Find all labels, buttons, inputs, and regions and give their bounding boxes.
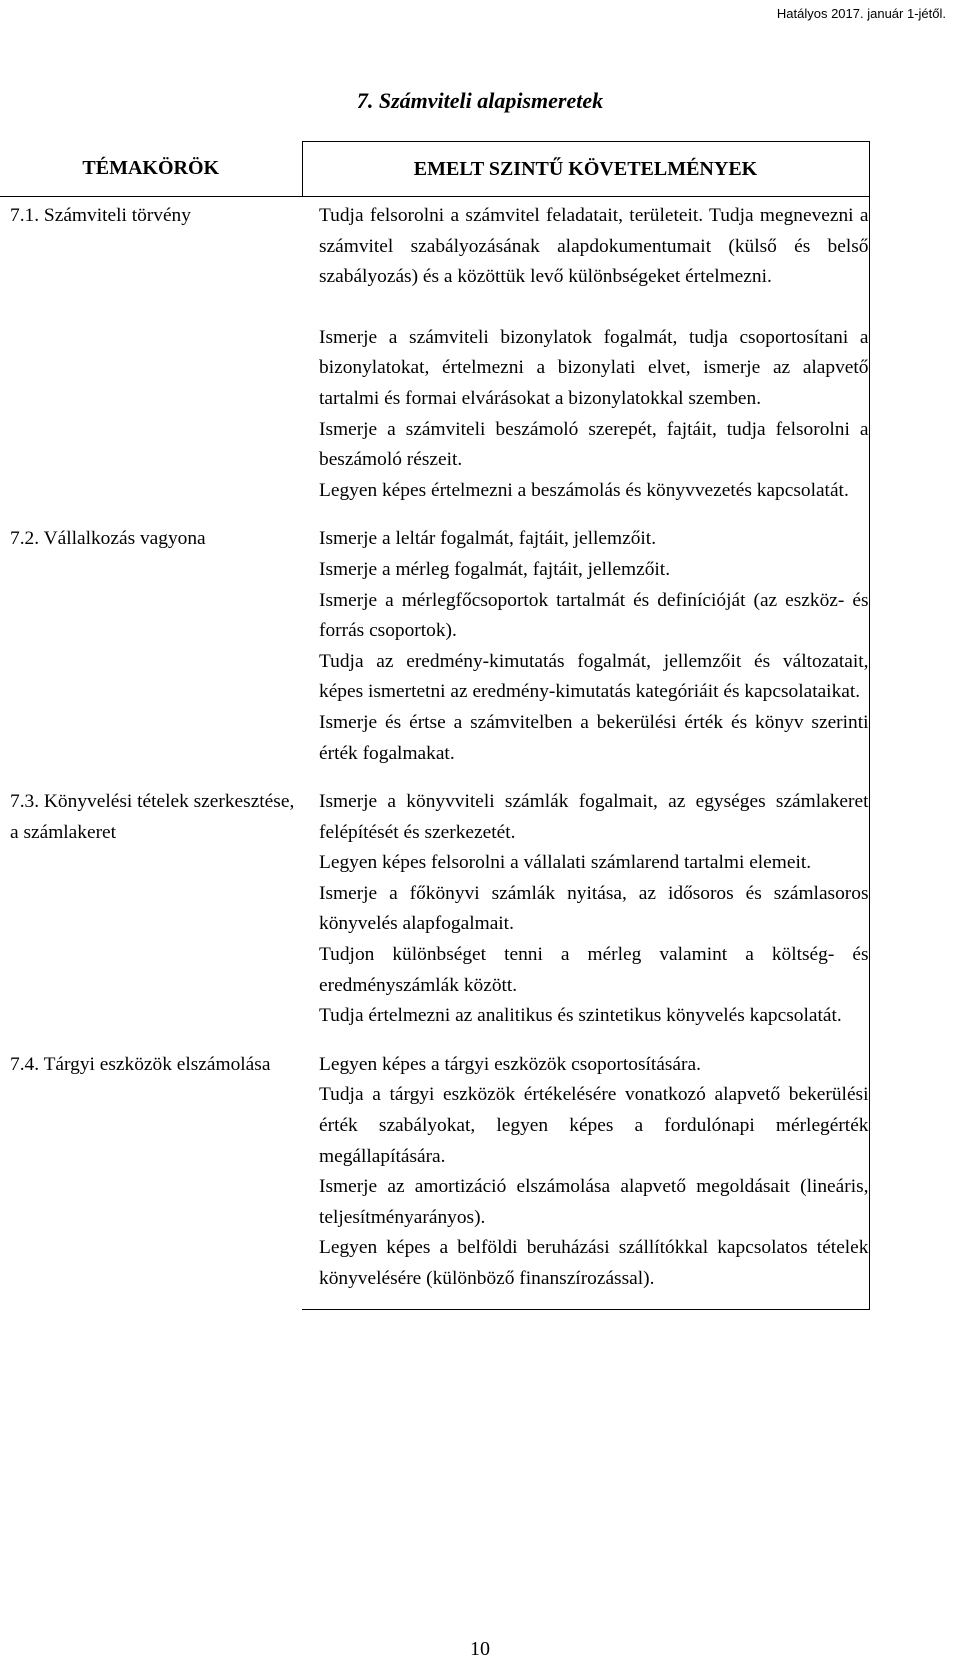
requirements-cell [302, 520, 869, 783]
requirement-paragraph: Legyen képes felsorolni a vállalati számlarend tartalmi elemeit. [319, 852, 812, 874]
topic-cell: 7.2. Vállalkozás vagyona [10, 528, 206, 550]
requirement-paragraph: Tudja a tárgyi eszközök értékelésére vonatkozó alapvető bekerülési érték szabályokat, legyen képes a fordulónapi mérlegérték megállapítására. [319, 1084, 869, 1167]
requirement-paragraph: Ismerje a számviteli bizonylatok fogalmát, tudja csoportosítani a bizonylatokat, értelmezni a bizonylati elvet, ismerje az alapvető tartalmi és formai elvárásokat a bizonylatokkal szemben. [319, 326, 869, 409]
requirements-column-header: EMELT SZINTŰ KÖVETELMÉNYEK [302, 142, 869, 197]
table-row [0, 520, 869, 783]
page-number: 10 [470, 1638, 490, 1660]
requirement-paragraph: Tudja az eredmény-kimutatás fogalmát, jellemzőit és változatait, képes ismertetni az eredmény-kimutatás kategóriáit és kapcsolataikat. [319, 650, 869, 703]
table-row [0, 1046, 869, 1309]
requirement-paragraph: Tudjon különbséget tenni a mérleg valamint a költség- és eredményszámlák között. [319, 944, 869, 996]
requirement-paragraph: Ismerje a leltár fogalmát, fajtáit, jellemzőit. [319, 528, 657, 550]
requirement-paragraph: Ismerje a mérlegfőcsoportok tartalmát és definícióját (az eszköz- és forrás csoportok). [319, 589, 869, 642]
table-header-row [0, 142, 869, 197]
requirement-paragraph: Tudja értelmezni az analitikus és szintetikus könyvelés kapcsolatát. [319, 1005, 842, 1027]
topic-cell: 7.4. Tárgyi eszközök elszámolása [10, 1053, 271, 1075]
topic-cell: 7.1. Számviteli törvény [10, 205, 191, 226]
effective-date-note: Hatályos 2017. január 1-jétől. [776, 6, 946, 21]
requirement-paragraph: Tudja felsorolni a számvitel feladatait, területeit. Tudja megnevezni a számvitel szabályozásának alapdokumentumait (külső és belső szabályozás) és a közöttük levő különbségeket értelmezni. [319, 205, 869, 288]
requirement-paragraph: Ismerje a könyvviteli számlák fogalmait, az egységes számlakeret felépítését és szerkezetét. [319, 791, 869, 843]
requirement-paragraph: Ismerje a mérleg fogalmát, fajtáit, jellemzőit. [319, 558, 671, 580]
requirements-cell [302, 783, 869, 1046]
table-row [0, 197, 869, 521]
requirement-paragraph: Legyen képes értelmezni a beszámolás és könyvvezetés kapcsolatát. [319, 479, 849, 501]
topic-cell: 7.3. Könyvelési tételek szerkesztése, a számlakeret [10, 791, 295, 843]
requirement-paragraph: Ismerje az amortizáció elszámolása alapvető megoldásait (lineáris, teljesítményarányos). [319, 1176, 869, 1228]
topics-column-header: TÉMAKÖRÖK [0, 142, 302, 197]
requirements-cell [302, 197, 869, 521]
requirements-table [0, 141, 870, 1310]
requirement-paragraph: Legyen képes a belföldi beruházási szállítókkal kapcsolatos tételek könyvelésére (különböző finanszírozással). [319, 1237, 869, 1289]
requirement-paragraph: Legyen képes a tárgyi eszközök csoportosítására. [319, 1053, 701, 1075]
requirement-paragraph: Ismerje a számviteli beszámoló szerepét, fajtáit, tudja felsorolni a beszámoló részeit. [319, 418, 869, 471]
requirement-paragraph: Ismerje a főkönyvi számlák nyitása, az idősoros és számlasoros könyvelés alapfogalmait. [319, 882, 869, 935]
section-title: 7. Számviteli alapismeretek [356, 88, 604, 113]
requirement-paragraph: Ismerje és értse a számvitelben a bekerülési érték és könyv szerinti érték fogalmakat. [319, 711, 869, 764]
table-row [0, 783, 869, 1046]
requirements-cell [302, 1046, 869, 1309]
